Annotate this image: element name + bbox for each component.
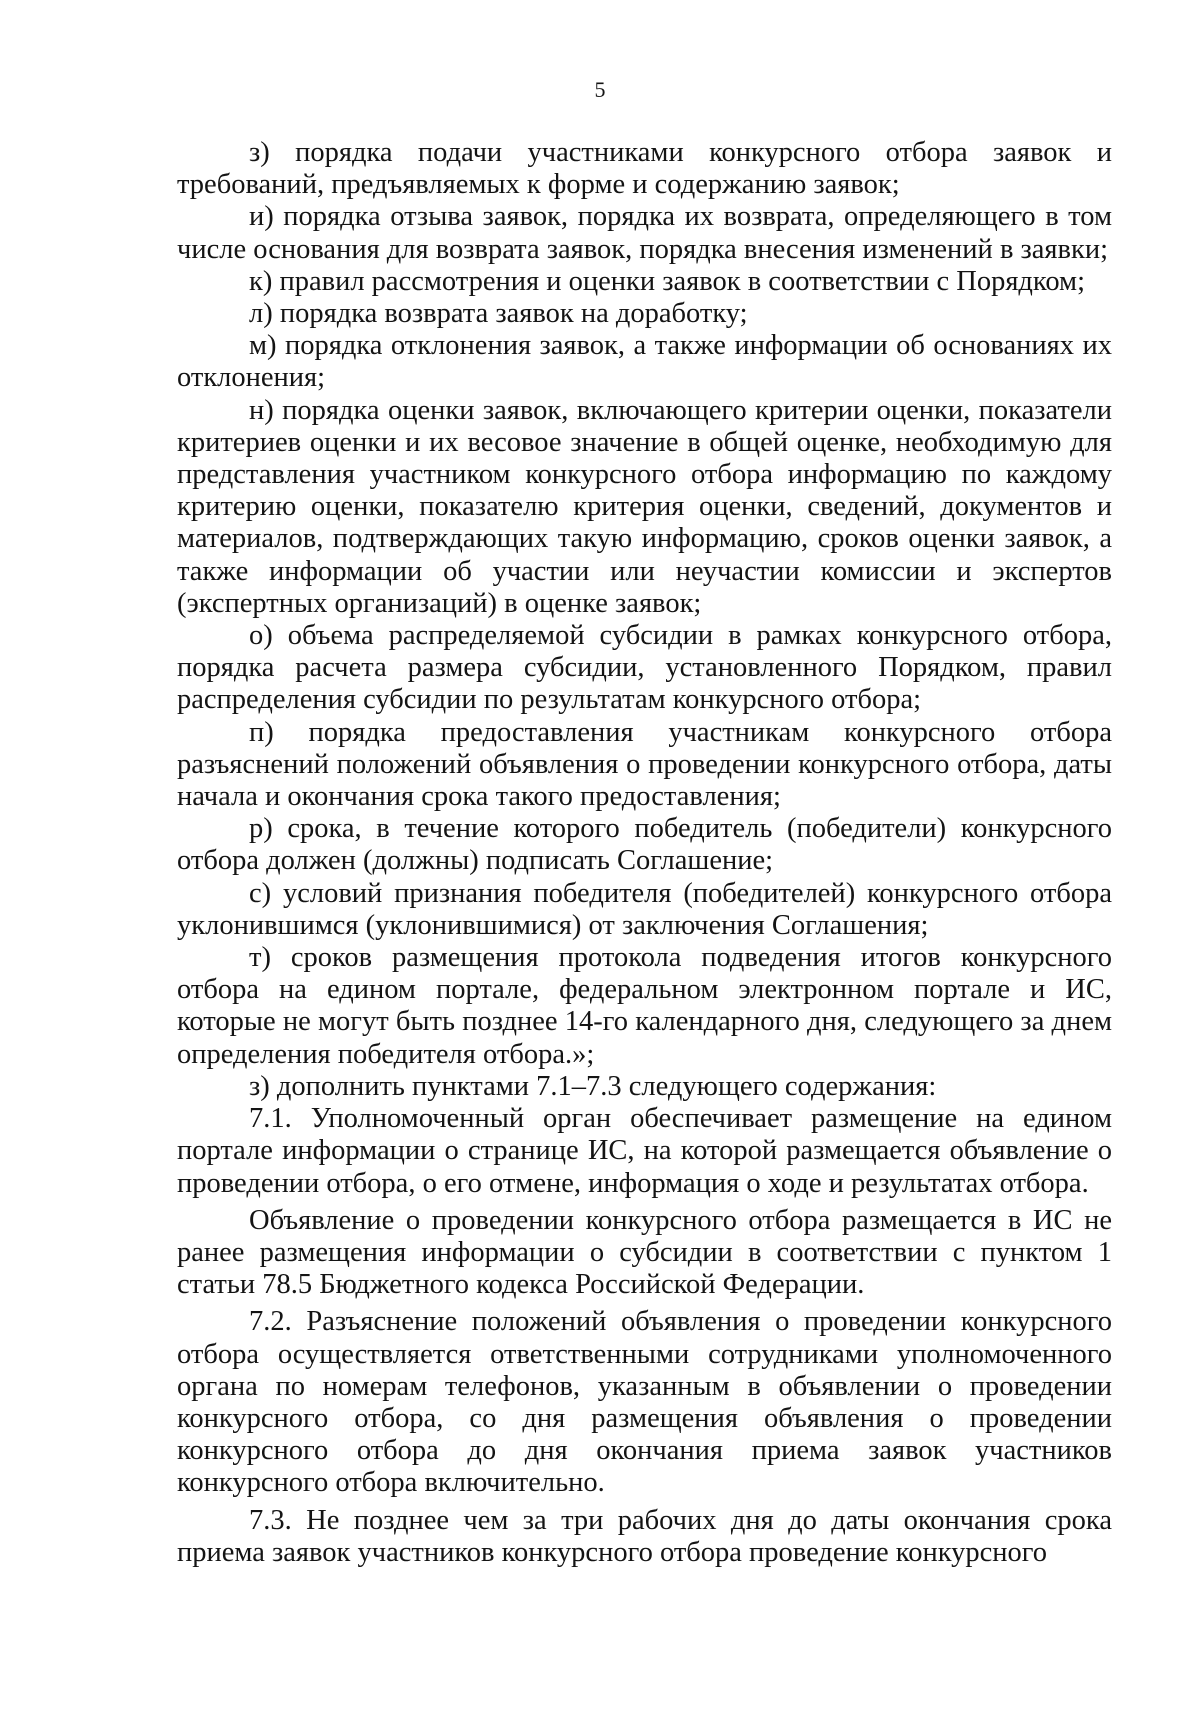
paragraph-i-application-withdrawal: и) порядка отзыва заявок, порядка их возврата, определяющего в том числе основания для возврата заявок, порядка внесения изменений в заявки; [177, 201, 1112, 265]
paragraph-t-protocol-publication: т) сроков размещения протокола подведения итогов конкурсного отбора на едином портале, федеральном электронном портале и ИС, которые не могут быть позднее 14-го календарного дня, следующего за днем определения победителя отбора.»; [177, 942, 1112, 1070]
paragraph-r-agreement-deadline: р) срока, в течение которого победитель (победители) конкурсного отбора должен (должны) подписать Соглашение; [177, 813, 1112, 877]
paragraph-s-evasion-conditions: с) условий признания победителя (победителей) конкурсного отбора уклонившимся (уклонившимися) от заключения Соглашения; [177, 877, 1112, 941]
paragraph-n-evaluation: н) порядка оценки заявок, включающего критерии оценки, показатели критериев оценки и их весовое значение в общей оценке, необходимую для представления участником конкурсного отбора информацию по каждому критерию оценки, показателю критерия оценки, сведений, документов и материалов, подтверждающих такую информацию, сроков оценки заявок, а также информации об участии или неучастии комиссии и экспертов (экспертных организаций) в оценке заявок; [177, 394, 1112, 619]
document-body [177, 137, 1112, 1569]
paragraph-m-rejection: м) порядка отклонения заявок, а также информации об основаниях их отклонения; [177, 330, 1112, 394]
paragraph-p-clarifications: п) порядка предоставления участникам конкурсного отбора разъяснений положений объявления о проведении конкурсного отбора, даты начала и окончания срока такого предоставления; [177, 716, 1112, 813]
paragraph-o-subsidy-volume: о) объема распределяемой субсидии в рамках конкурсного отбора, порядка расчета размера субсидии, установленного Порядком, правил распределения субсидии по результатам конкурсного отбора; [177, 620, 1112, 716]
page-number: 5 [594, 77, 606, 102]
paragraph-l-return-for-revision: л) порядка возврата заявок на доработку; [249, 298, 748, 330]
paragraph-7-1: 7.1. Уполномоченный орган обеспечивает размещение на едином портале информации о странице ИС, на которой размещается объявление о проведении отбора, о его отмене, информация о ходе и результатах отбора. [177, 1103, 1112, 1199]
paragraph-k-review-rules: к) правил рассмотрения и оценки заявок в соответствии с Порядком; [249, 265, 1085, 297]
paragraph-announcement-placement: Объявление о проведении конкурсного отбора размещается в ИС не ранее размещения информации о субсидии в соответствии с пунктом 1 статьи 78.5 Бюджетного кодекса Российской Федерации. [177, 1204, 1112, 1301]
paragraph-z-application-submission: з) порядка подачи участниками конкурсного отбора заявок и требований, предъявляемых к форме и содержанию заявок; [177, 137, 1112, 201]
paragraph-z-add-clauses: з) дополнить пунктами 7.1–7.3 следующего содержания: [249, 1070, 937, 1102]
paragraph-7-2: 7.2. Разъяснение положений объявления о проведении конкурсного отбора осуществляется ответственными сотрудниками уполномоченного органа по номерам телефонов, указанным в объявлении о проведении конкурсного отбора, со дня размещения объявления о проведении конкурсного отбора до дня окончания приема заявок участников конкурсного отбора включительно. [177, 1306, 1112, 1499]
paragraph-7-3: 7.3. Не позднее чем за три рабочих дня до даты окончания срока приема заявок участников конкурсного отбора проведение конкурсного [177, 1504, 1112, 1568]
